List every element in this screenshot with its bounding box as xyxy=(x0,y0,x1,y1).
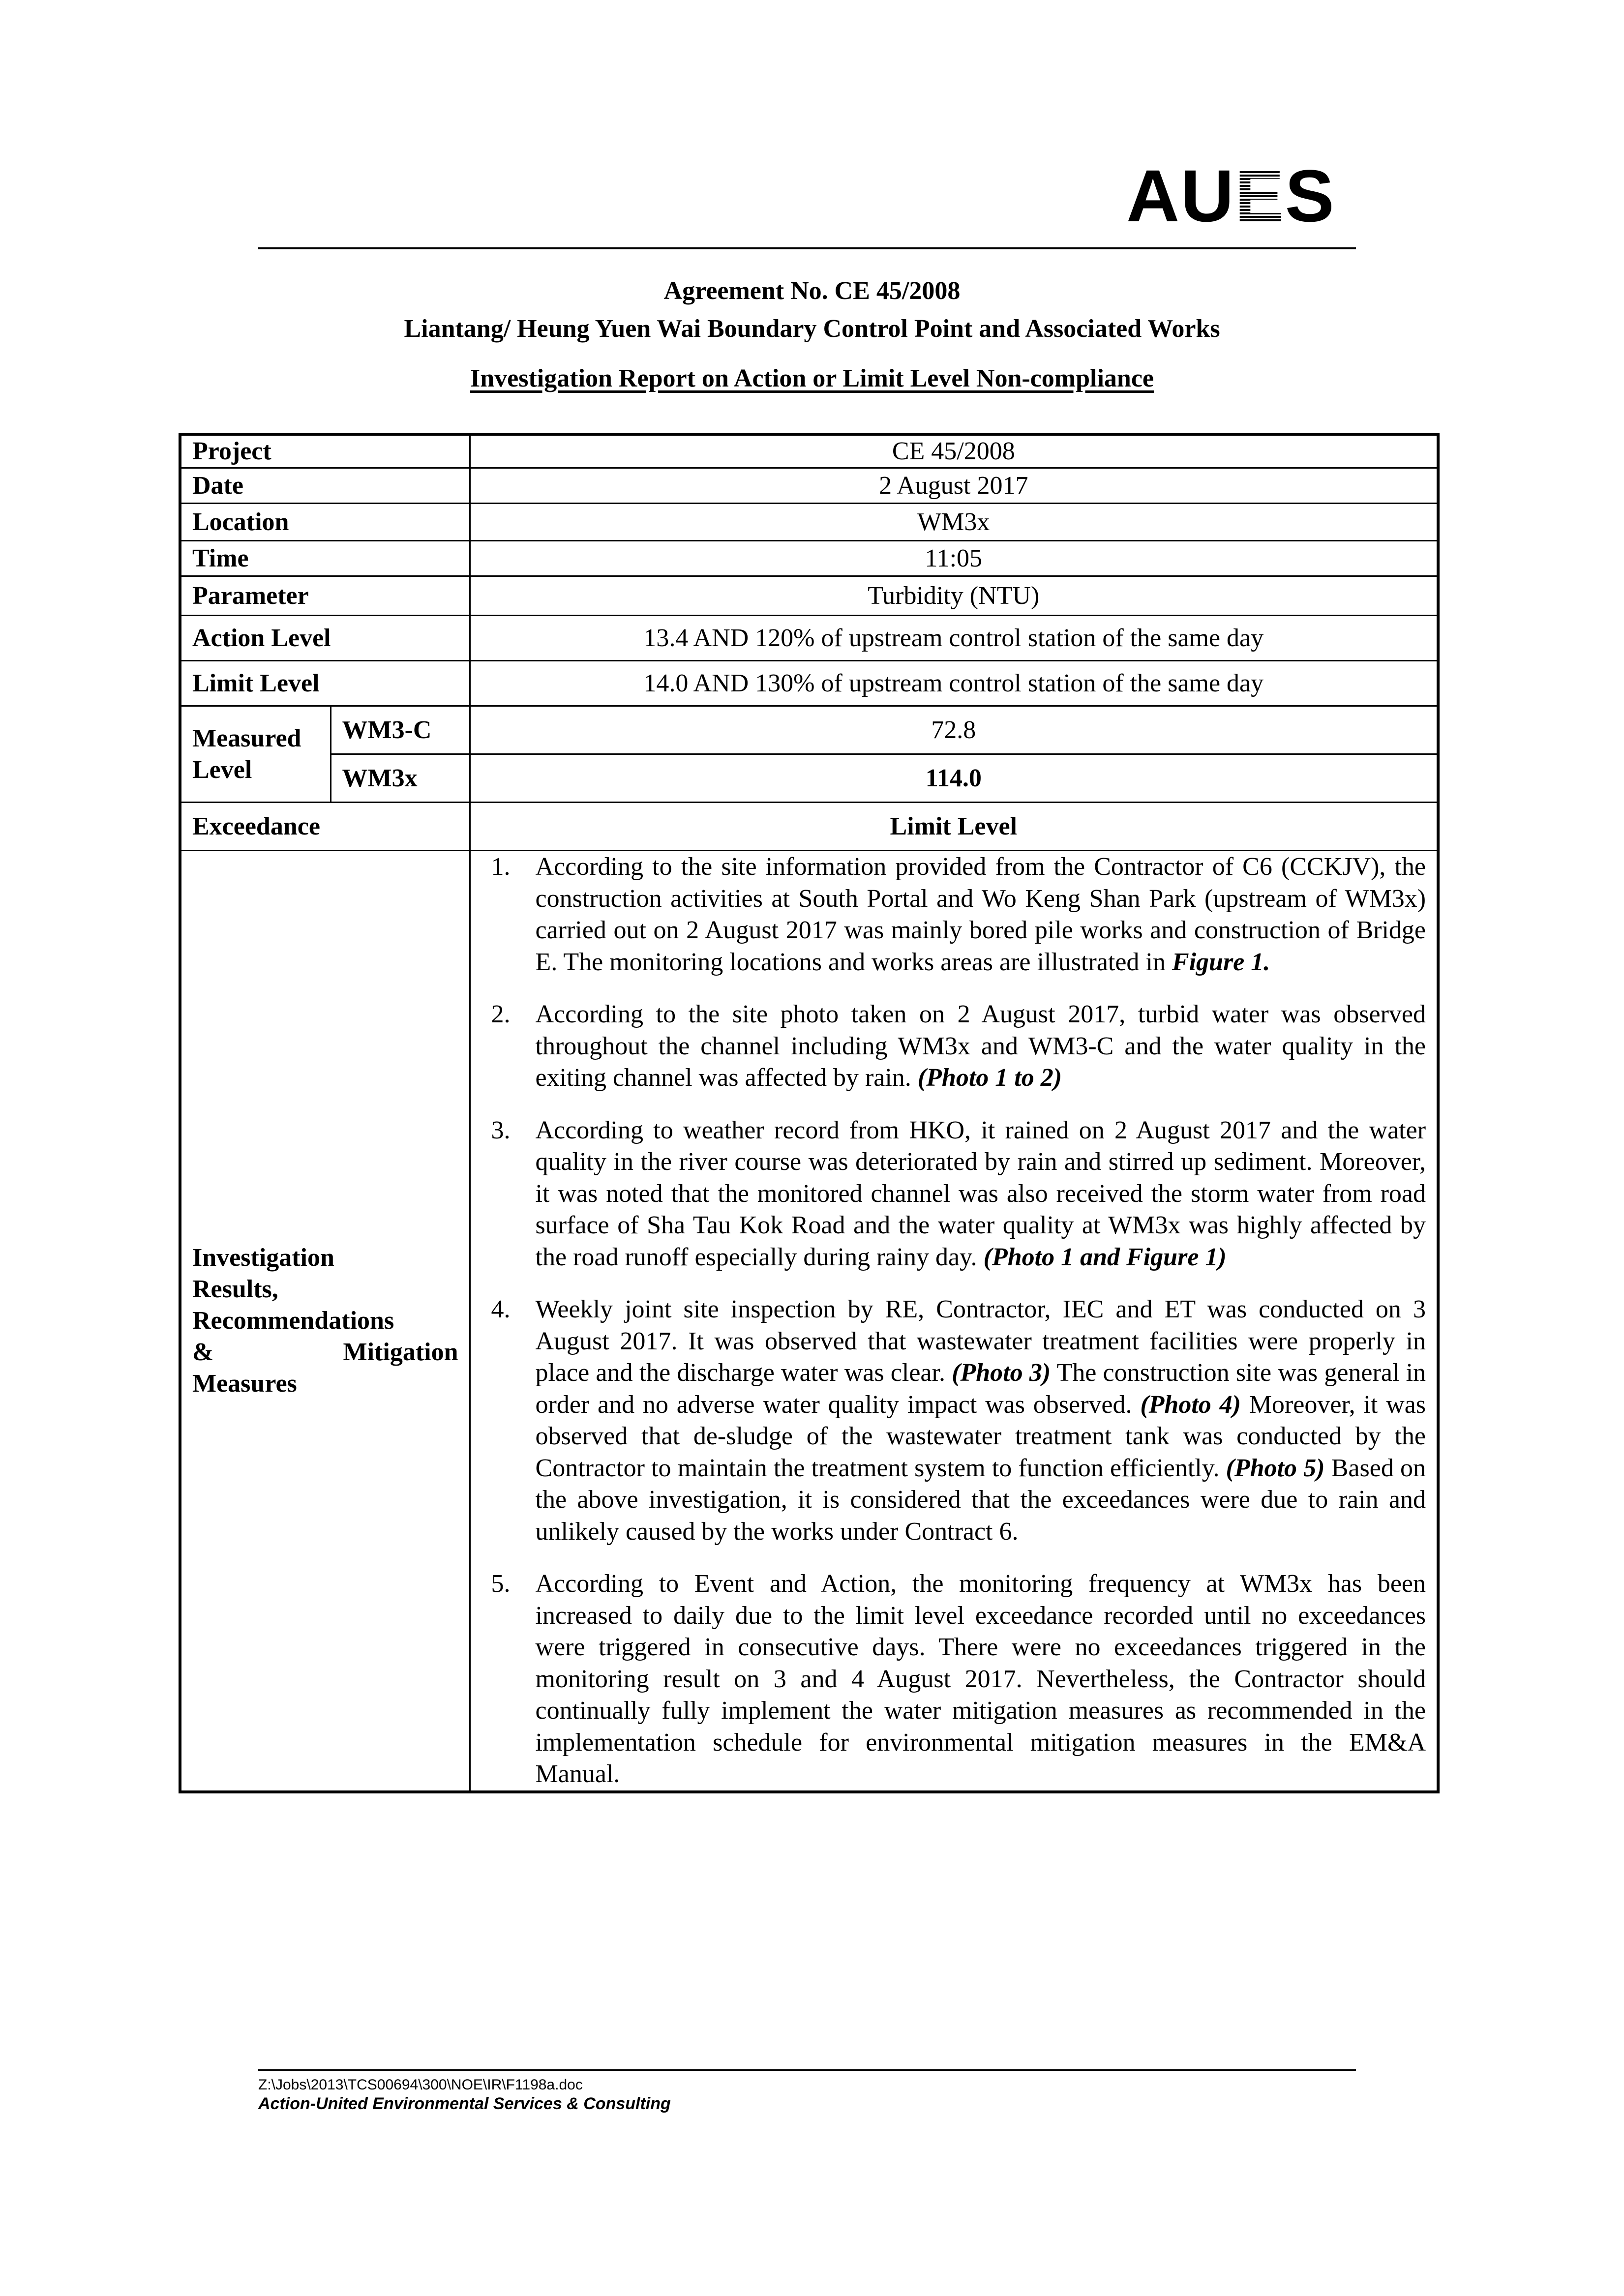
item-text: According to the site photo taken on 2 August 2017, turbid water was observed throughout the channel including WM3x and WM3-C and the water quality in the exiting channel was affected by rain. xyxy=(535,1000,1426,1092)
investigation-label xyxy=(180,851,470,1792)
item-number: 1. xyxy=(491,853,511,881)
footer-company: Action-United Environmental Services & Consulting xyxy=(258,2094,671,2113)
limit-level-value: 14.0 AND 130% of upstream control station of the same day xyxy=(470,661,1438,706)
report-title: Investigation Report on Action or Limit Level Non-compliance xyxy=(470,364,1154,392)
time-label: Time xyxy=(180,541,470,576)
item-reference: (Photo 1 and Figure 1) xyxy=(983,1243,1227,1271)
header-rule xyxy=(258,247,1356,249)
item-reference: Figure 1. xyxy=(1172,948,1270,976)
row-time xyxy=(180,541,1438,576)
investigation-label-mitigation: Mitigation xyxy=(343,1338,458,1366)
agreement-number: Agreement No. CE 45/2008 xyxy=(663,277,961,305)
item-text: According to the site information provided from the Contractor of C6 (CCKJV), the construction activities at South Portal and Wo Keng Shan Park (upstream of WM3x) carried out on 2 August 2017 was mainly bored pile works and construction of Bridge E. The monitoring locations and works areas are illustrated in xyxy=(535,853,1426,976)
measured-label-line1: Measured xyxy=(192,724,301,752)
station-wm3x-label: WM3x xyxy=(331,754,470,803)
measured-label-line2: Level xyxy=(192,755,252,784)
item-text: Weekly joint site inspection by RE, Contractor, IEC and ET was conducted on 3 August 2017. It was observed that wastewater treatment facilities were properly in place and the discharge water was clear. xyxy=(535,1295,1426,1387)
list-item xyxy=(481,851,1426,978)
station-wm3c-label: WM3-C xyxy=(331,706,470,754)
list-item xyxy=(481,999,1426,1094)
exceedance-value: Limit Level xyxy=(470,803,1438,851)
investigation-list xyxy=(481,851,1426,1790)
project-label: Project xyxy=(180,434,470,468)
investigation-body xyxy=(470,851,1438,1792)
project-value: CE 45/2008 xyxy=(470,434,1438,468)
item-number: 3. xyxy=(491,1116,511,1144)
exceedance-label: Exceedance xyxy=(180,803,470,851)
item-reference: (Photo 4) xyxy=(1140,1390,1241,1419)
row-limit-level xyxy=(180,661,1438,706)
station-wm3x-value: 114.0 xyxy=(470,754,1438,803)
list-item xyxy=(481,1568,1426,1790)
row-measured-2 xyxy=(180,754,1438,803)
item-number: 4. xyxy=(491,1295,511,1323)
investigation-label-amp: & xyxy=(192,1338,214,1366)
investigation-label-line1: Investigation xyxy=(192,1243,334,1272)
time-value: 11:05 xyxy=(470,541,1438,576)
date-label: Date xyxy=(180,468,470,504)
row-exceedance xyxy=(180,803,1438,851)
row-location xyxy=(180,504,1438,541)
item-text: The construction site was general in order and no adverse water quality impact was observed. xyxy=(535,1359,1426,1419)
footer-file-path: Z:\Jobs\2013\TCS00694\300\NOE\IR\F1198a.doc xyxy=(258,2077,583,2093)
parameter-value: Turbidity (NTU) xyxy=(470,576,1438,616)
row-parameter xyxy=(180,576,1438,616)
investigation-label-line2: Results, xyxy=(192,1275,278,1303)
item-reference: (Photo 5) xyxy=(1226,1454,1325,1482)
investigation-label-line3: Recommendations xyxy=(192,1306,394,1335)
row-investigation xyxy=(180,851,1438,1792)
item-reference: (Photo 1 to 2) xyxy=(917,1064,1062,1092)
limit-level-label: Limit Level xyxy=(180,661,470,706)
list-item xyxy=(481,1115,1426,1274)
action-level-value: 13.4 AND 120% of upstream control station of the same day xyxy=(470,616,1438,661)
project-title: Liantang/ Heung Yuen Wai Boundary Control Point and Associated Works xyxy=(404,315,1220,343)
item-number: 5. xyxy=(491,1570,511,1598)
row-measured-1 xyxy=(180,706,1438,754)
action-level-label: Action Level xyxy=(180,616,470,661)
list-item xyxy=(481,1294,1426,1548)
location-label: Location xyxy=(180,504,470,541)
item-reference: (Photo 3) xyxy=(952,1359,1051,1387)
station-wm3c-value: 72.8 xyxy=(470,706,1438,754)
item-text: Based on the above investigation, it is considered that the exceedances were due to rain and unlikely caused by the works under Contract 6. xyxy=(535,1454,1426,1546)
item-number: 2. xyxy=(491,1000,511,1028)
aues-logo: AUES xyxy=(1126,154,1335,237)
row-project xyxy=(180,434,1438,468)
item-text: Moreover, it was observed that de-sludge of the wastewater treatment tank was conducted by the Contractor to maintain the treatment system to function efficiently. xyxy=(535,1390,1426,1482)
date-value: 2 August 2017 xyxy=(470,468,1438,504)
location-value: WM3x xyxy=(470,504,1438,541)
parameter-label: Parameter xyxy=(180,576,470,616)
footer-rule xyxy=(258,2069,1356,2071)
investigation-label-line4 xyxy=(192,1337,458,1368)
item-text: According to Event and Action, the monitoring frequency at WM3x has been increased to daily due to the limit level exceedance recorded until no exceedances were triggered in consecutive days. There were no exceedances triggered in the monitoring result on 3 and 4 August 2017. Nevertheless, the Contractor should continually fully implement the water mitigation measures as recommended in the implementation schedule for environmental mitigation measures in the EM&A Manual. xyxy=(535,1570,1426,1788)
row-date xyxy=(180,468,1438,504)
row-action-level xyxy=(180,616,1438,661)
item-text: According to weather record from HKO, it rained on 2 August 2017 and the water quality in the river course was deteriorated by rain and stirred up sediment. Moreover, it was noted that the monitored channel was also received the storm water from road surface of Sha Tau Kok Road and the water quality at WM3x was highly affected by the road runoff especially during rainy day. xyxy=(535,1116,1426,1271)
investigation-label-line5: Measures xyxy=(192,1369,297,1398)
investigation-report-table xyxy=(179,433,1440,1793)
measured-level-label xyxy=(180,706,331,803)
